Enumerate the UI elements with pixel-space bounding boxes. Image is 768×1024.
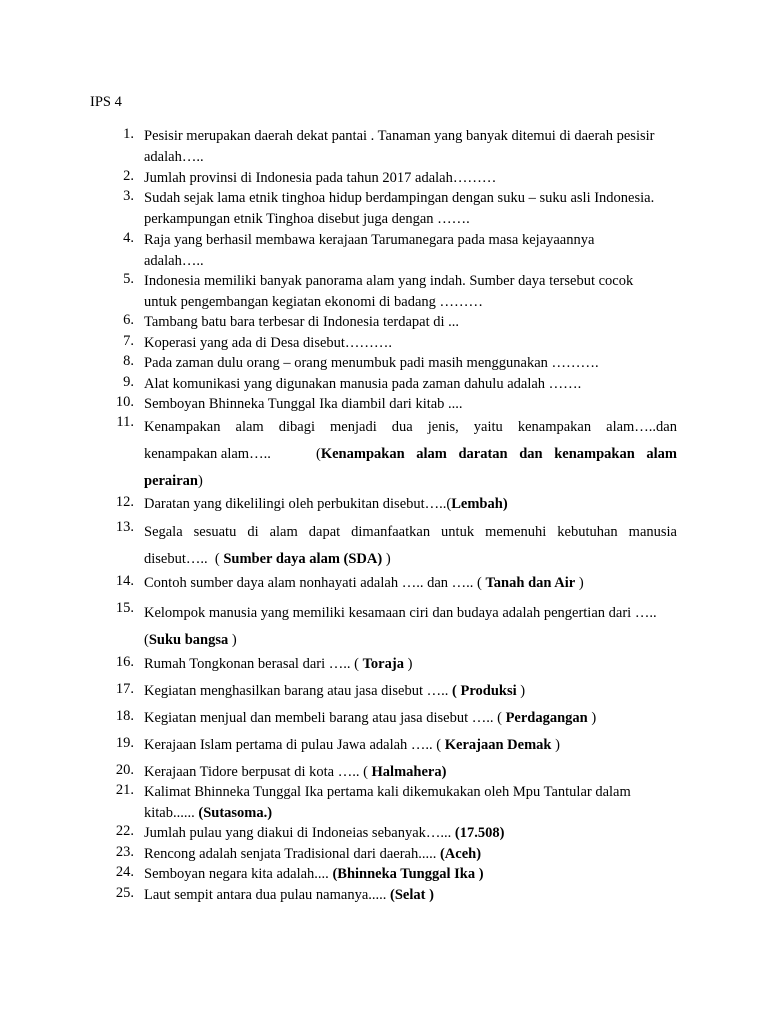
question-text: Semboyan negara kita adalah.... [144,866,333,882]
answer-text: ( Produksi [452,683,517,699]
answer-text: perairan [144,473,198,489]
answer-text: Lembah) [451,496,508,512]
page-title: IPS 4 [90,94,122,110]
question-text: Tambang batu bara terbesar di Indonesia terdapat di ... [144,314,460,330]
question-text: Kegiatan menghasilkan barang atau jasa disebut ….. [144,683,453,699]
item-number: 20. [115,762,134,778]
question-text: Jumlah pulau yang diakui di Indoneias sebanyak…... [144,825,455,841]
question-text: Segala sesuatu di alam dapat dimanfaatkan untuk memenuhi kebutuhan manusia [144,524,677,540]
question-text: perkampungan etnik Tinghoa disebut juga dengan ……. [144,211,470,227]
question-text: Indonesia memiliki banyak panorama alam yang indah. Sumber daya tersebut cocok [144,273,634,289]
item-number: 3. [123,188,134,204]
question-text: Pada zaman dulu orang – orang menumbuk padi masih menggunakan ………. [144,355,599,371]
answer-text: Toraja [362,656,404,672]
answer-text: Halmahera) [371,764,447,780]
question-text: disebut….. ( [144,551,224,567]
question-text: Kerajaan Islam pertama di pulau Jawa adalah ….. ( [144,737,445,753]
item-number: 13. [115,519,134,535]
item-number: 12. [115,494,134,510]
question-text: Kelompok manusia yang memiliki kesamaan ciri dan budaya adalah pengertian dari ….. [144,605,657,621]
item-number: 25. [115,885,134,901]
item-number: 2. [123,168,134,184]
answer-text: (17.508) [454,825,505,841]
question-text: Semboyan Bhinneka Tunggal Ika diambil dari kitab .... [144,396,463,412]
item-number: 22. [115,823,134,839]
question-text: Raja yang berhasil membawa kerajaan Tarumanegara pada masa kejayaannya [144,232,595,248]
question-text: Sudah sejak lama etnik tinghoa hidup berdampingan dengan suku – suku asli Indonesia. [144,190,655,206]
item-number: 24. [115,864,134,880]
question-text: Kegiatan menjual dan membeli barang atau jasa disebut ….. ( [144,710,506,726]
answer-text: Perdagangan [505,710,588,726]
answer-text: (Sutasoma.) [198,805,273,821]
question-text: adalah….. [144,149,204,165]
question-text: adalah….. [144,253,204,269]
item-number: 16. [115,654,134,670]
item-number: 5. [123,271,134,287]
item-number: 8. [123,353,134,369]
question-text: Koperasi yang ada di Desa disebut………. [144,335,393,351]
question-text: Kalimat Bhinneka Tunggal Ika pertama kali dikemukakan oleh Mpu Tantular dalam [144,784,631,800]
item-number: 4. [123,230,134,246]
question-text: Daratan yang dikelilingi oleh perbukitan disebut…..( [144,496,452,512]
answer-text: Suku bangsa [148,632,229,648]
answer-text: (Bhinneka Tunggal Ika ) [332,866,484,882]
question-text: Contoh sumber daya alam nonhayati adalah ….. dan ….. ( [144,575,486,591]
question-text: Alat komunikasi yang digunakan manusia pada zaman dahulu adalah ……. [144,376,582,392]
item-number: 11. [116,414,134,430]
answer-text: Tanah dan Air [485,575,576,591]
item-number: 10. [115,394,134,410]
answer-text: (Aceh) [439,846,482,862]
item-number: 7. [123,333,134,349]
question-text: kenampakan alam….. [144,446,271,462]
question-text: Pesisir merupakan daerah dekat pantai . Tanaman yang banyak ditemui di daerah pesisir [144,128,655,144]
item-number: 19. [115,735,134,751]
item-number: 6. [123,312,134,328]
question-text: untuk pengembangan kegiatan ekonomi di badang ……… [144,294,484,310]
item-number: 9. [123,374,134,390]
question-text: Kerajaan Tidore berpusat di kota ….. ( [144,764,372,780]
item-number: 23. [115,844,134,860]
question-text: Rumah Tongkonan berasal dari ….. ( [144,656,363,672]
question-text: Kenampakan alam dibagi menjadi dua jenis, yaitu kenampakan alam…..dan [144,419,677,435]
item-number: 15. [115,600,134,616]
answer-text: (Selat ) [390,887,434,903]
question-text: Laut sempit antara dua pulau namanya..... [144,887,391,903]
answer-text: Kenampakan alam daratan dan kenampakan alam [320,446,677,462]
question-text: Rencong adalah senjata Tradisional dari daerah..... [144,846,440,862]
item-number: 14. [115,573,134,589]
item-number: 18. [115,708,134,724]
item-number: 1. [123,126,134,142]
answer-text: Sumber daya alam (SDA) [223,551,383,567]
question-text: kitab...... [144,805,199,821]
question-text: Jumlah provinsi di Indonesia pada tahun 2017 adalah……… [144,170,497,186]
item-number: 21. [115,782,134,798]
item-number: 17. [115,681,134,697]
worksheet-page: IPS 4 1. Pesisir merupakan daerah dekat pantai . Tanaman yang banyak ditemui di daerah pesisir adalah….. 2. Jumlah provinsi di Indonesia pada tahun 2017 adalah……… 3. Sudah sejak lama etnik tinghoa hidup berdampingan dengan suku – suku asli Indonesia. perkampungan etnik Tinghoa disebut juga dengan ……. 4. Raja yang berhasil membawa kerajaan Tarumanegara pada masa kejayaannya adalah….. 5. Indonesia memiliki banyak panorama alam yang indah. Sumber daya tersebut cocok untuk pengembangan kegiatan ekonomi di badang ……… 6. Tambang batu bara terbesar di Indonesia terdapat di ... 7. Koperasi yang ada di Desa disebut………. 8. Pada zaman dulu orang – orang menumbuk padi masih menggunakan ………. 9. Alat komunikasi yang digunakan manusia pada zaman dahulu adalah ……. 10. Semboyan Bhinneka Tunggal Ika diambil dari kitab .... 11. Kenampakan alam dibagi menjadi dua jenis, yaitu kenampakan alam…..dan kenampakan alam….. (Kenampakan alam daratan dan kenampakan alam perairan) 12. Daratan yang dikelilingi oleh perbukitan disebut…..(Lembah) 13. Segala sesuatu di alam dapat dimanfaatkan untuk memenuhi kebutuhan manusia disebut….. ( Sumber daya alam (SDA) ) 14. Contoh sumber daya alam nonhayati adalah ….. dan ….. ( Tanah dan Air ) 15. Kelompok manusia yang memiliki kesamaan ciri dan budaya adalah pengertian dari ….. (Suku bangsa ) 16. Rumah Tongkonan berasal dari ….. ( Toraja ) 17. Kegiatan menghasilkan barang atau jasa disebut ….. ( Produksi ) 18. Kegiatan menjual dan membeli barang atau jasa disebut ….. ( Perdagangan ) 19. Kerajaan Islam pertama di pulau Jawa adalah ….. ( Kerajaan Demak ) 20. Kerajaan Tidore berpusat di kota ….. ( Halmahera) 21. Kalimat Bhinneka Tunggal Ika pertama kali dikemukakan oleh Mpu Tantular dalam kitab...... (Sutasoma.) 22. Jumlah pulau yang diakui di Indoneias sebanyak…... (17.508) 23. Rencong adalah senjata Tradisional dari daerah..... (Aceh) 24. Semboyan negara kita adalah.... (Bhinneka Tunggal Ika ) 25. Laut sempit antara dua pulau namanya..... (Selat ) [90,94,677,903]
answer-text: Kerajaan Demak [444,737,552,753]
